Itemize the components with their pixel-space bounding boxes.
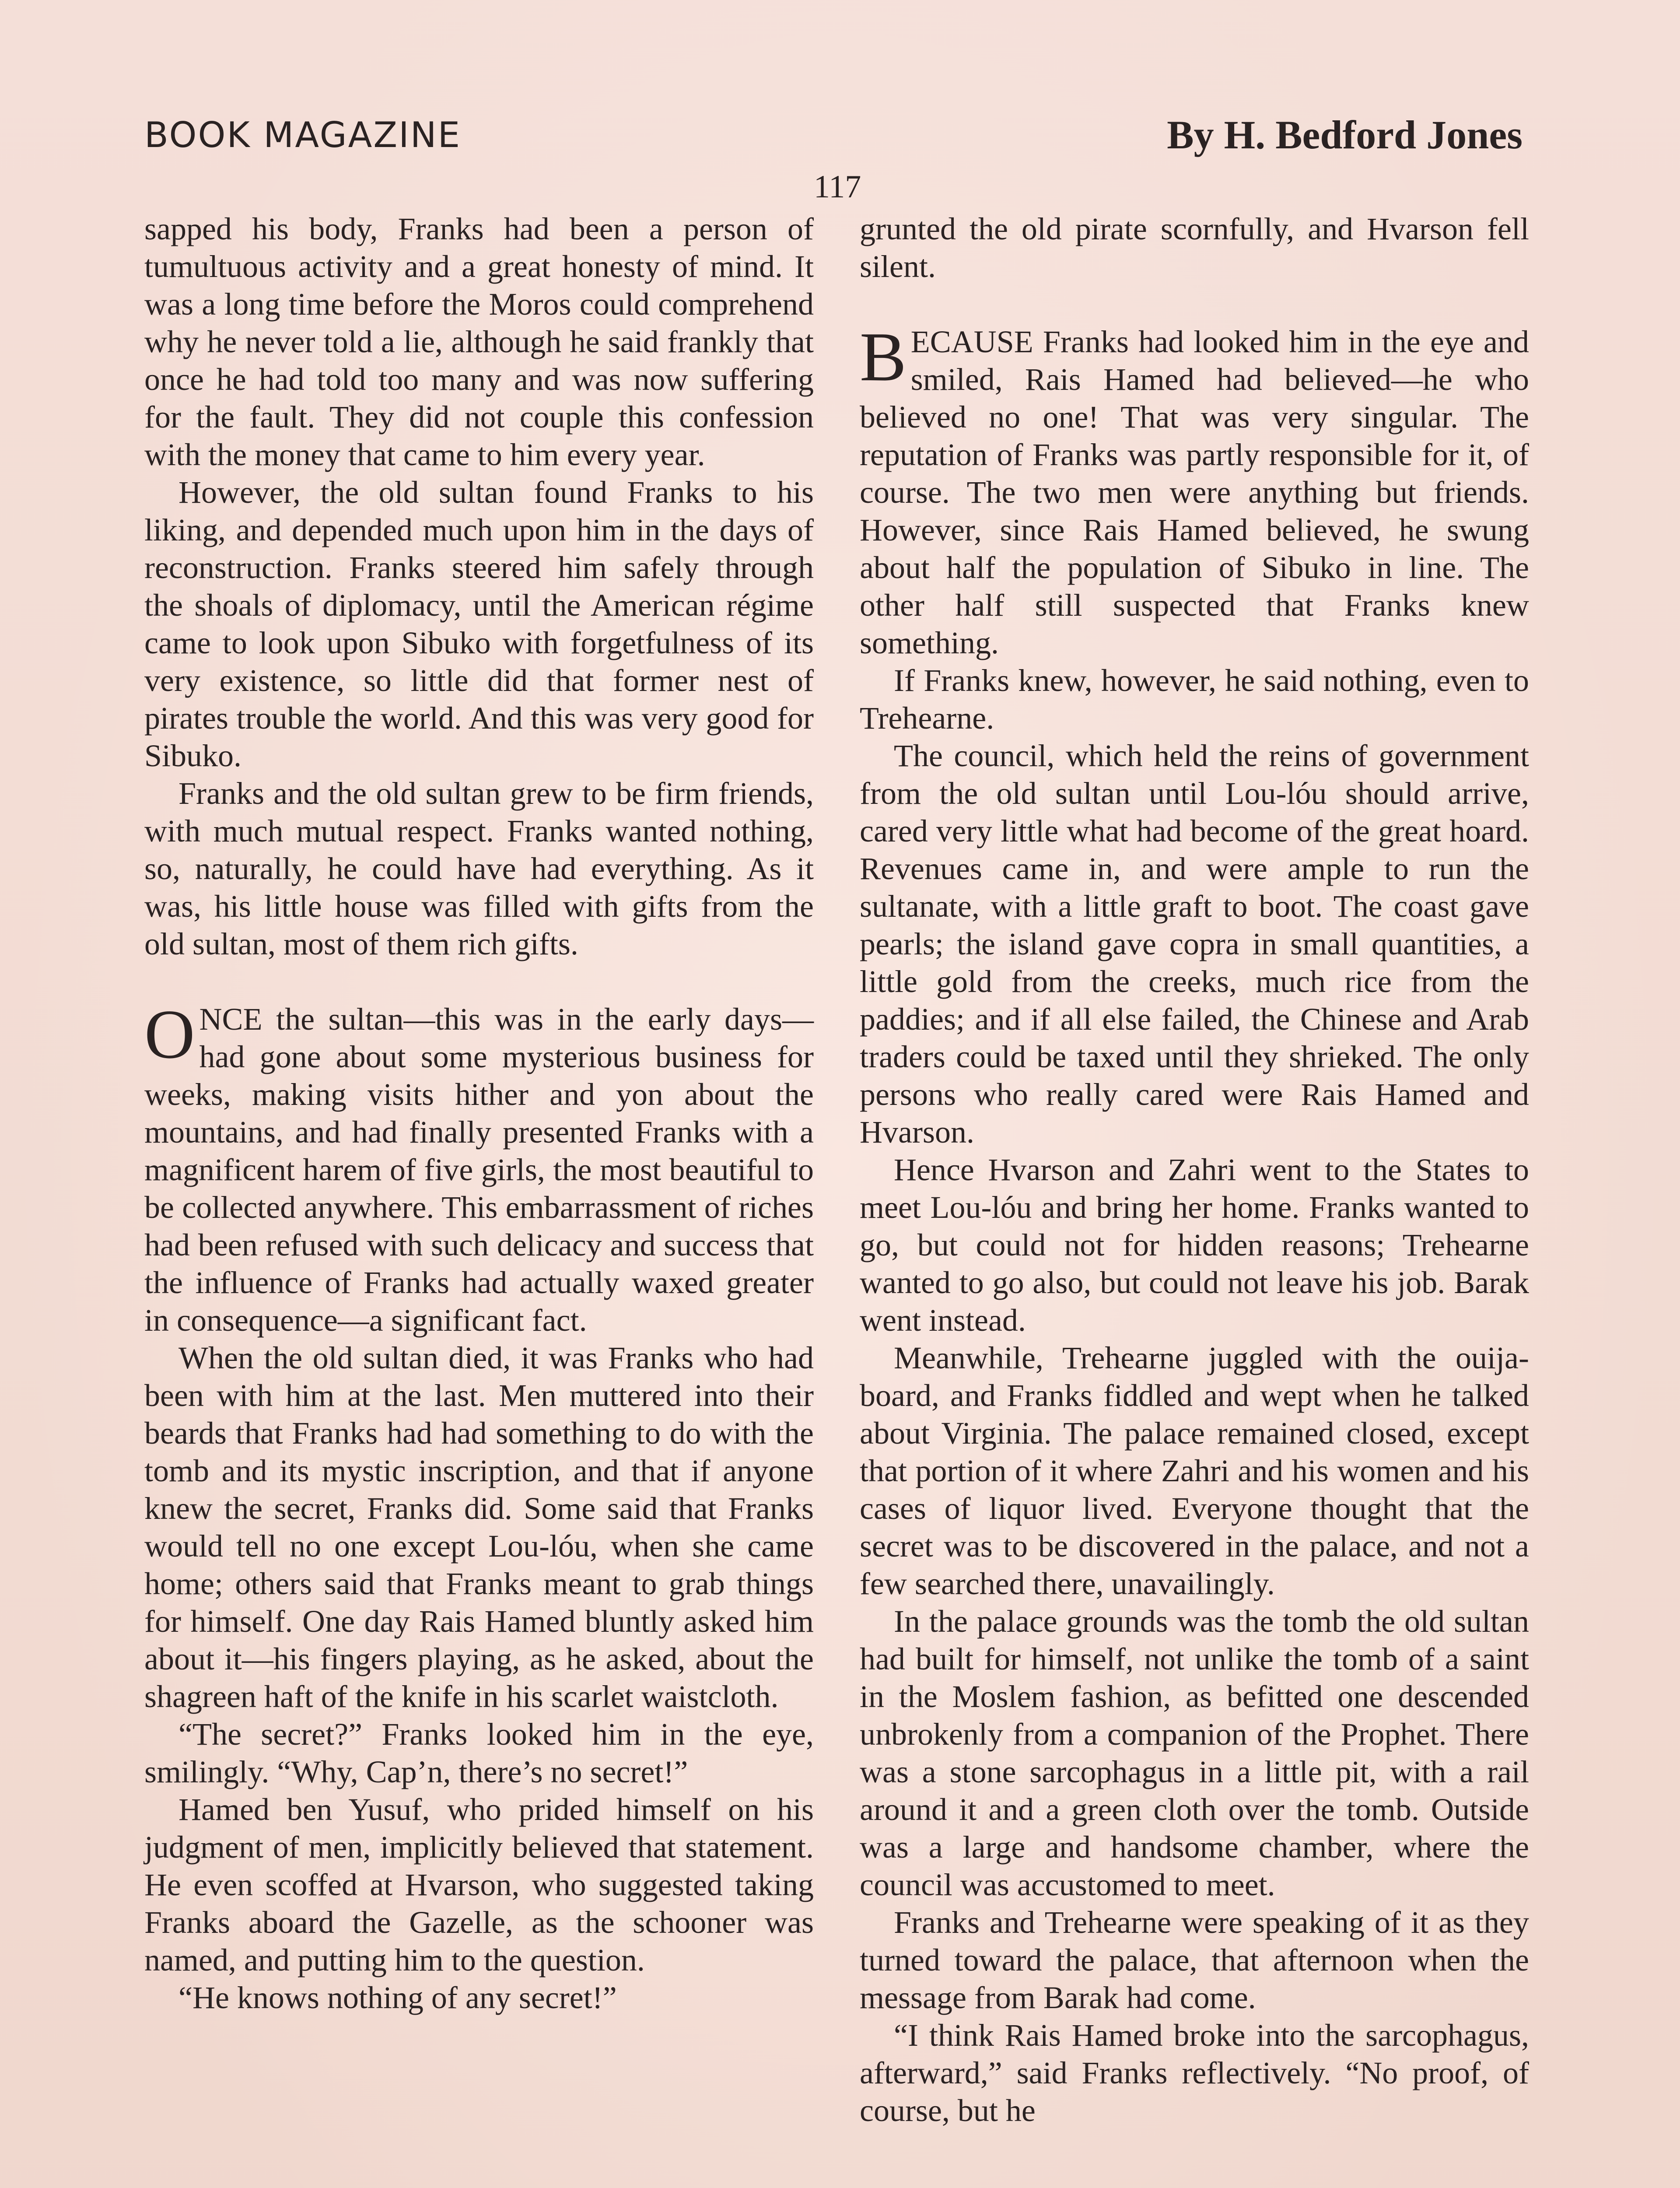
paragraph-text: ECAUSE Franks had looked him in the eye and smiled, Rais Hamed had believed—he who believed no one! That was very singular. The reputation of Franks was partly responsible for it, of course. The two men were anything but friends. However, since Rais Hamed believed, he swung about half the population of Sibuko in line. The other half still suspected that Franks knew something.: [860, 324, 1529, 660]
paragraph: If Franks knew, however, he said nothing, even to Trehearne.: [860, 663, 1529, 736]
paragraph: sapped his body, Franks had been a person of tumultuous activity and a great honesty of mind. It was a long time before the Moros could comprehend why he never told a lie, although he said frankly that once he had told too many and was now suffering for the fault. They did not couple this confession with the money that came to him every year.: [144, 211, 814, 472]
paragraph: Meanwhile, Trehearne juggled with the ouija-board, and Franks fiddled and wept when he talked about Virginia. The palace remained closed, except that portion of it where Zahri and his women and his cases of liquor lived. Everyone thought that the secret was to be discovered in the palace, and not a few searched there, unavailingly.: [860, 1340, 1529, 1601]
section-opening-paragraph: [144, 995, 814, 1339]
paragraph: Hamed ben Yusuf, who prided himself on his judgment of men, implicitly believed that statement. He even scoffed at Hvarson, who suggested taking Franks aboard the Gazelle, as the schooner was named, and putting him to the question.: [144, 1792, 814, 1978]
paragraph: Hence Hvarson and Zahri went to the States to meet Lou-lóu and bring her home. Franks wanted to go, but could not for hidden reasons; Trehearne wanted to go also, but could not leave his job. Barak went instead.: [860, 1152, 1529, 1338]
publication-title: BOOK MAGAZINE: [144, 115, 462, 155]
paragraph: Franks and the old sultan grew to be firm friends, with much mutual respect. Franks wanted nothing, so, naturally, he could have had everything. As it was, his little house was filled with gifts from the old sultan, most of them rich gifts.: [144, 776, 814, 961]
paragraph: “I think Rais Hamed broke into the sarcophagus, afterward,” said Franks reflectively. “No proof, of course, but he: [860, 2018, 1529, 2128]
section-opening-paragraph: [860, 318, 1529, 662]
paragraph: However, the old sultan found Franks to his liking, and depended much upon him in the days of reconstruction. Franks steered him safely through the shoals of diplomacy, until the American régime came to look upon Sibuko with forgetfulness of its very existence, so little did that former nest of pirates trouble the world. And this was very good for Sibuko.: [144, 475, 814, 773]
drop-cap-letter: O: [144, 995, 195, 1073]
paragraph: “The secret?” Franks looked him in the eye, smilingly. “Why, Cap’n, there’s no secret!”: [144, 1717, 814, 1789]
author-byline: By H. Bedford Jones: [1167, 112, 1522, 157]
left-text-column: [144, 210, 814, 2016]
paragraph-text: NCE the sultan—this was in the early days—had gone about some mysterious business for weeks, making visits hither and yon about the mountains, and had finally presented Franks with a magnificent harem of five girls, the most beautiful to be collected anywhere. This embarrassment of riches had been refused with such delicacy and success that the influence of Franks had actually waxed greater in consequence—a significant fact.: [144, 1002, 814, 1338]
paragraph: When the old sultan died, it was Franks who had been with him at the last. Men muttered into their beards that Franks had had something to do with the tomb and its mystic inscription, and that if anyone knew the secret, Franks did. Some said that Franks would tell no one except Lou-lóu, when she came home; others said that Franks meant to grab things for himself. One day Rais Hamed bluntly asked him about it—his fingers playing, as he asked, about the shagreen haft of the knife in his scarlet waistcloth.: [144, 1340, 814, 1714]
paragraph: Franks and Trehearne were speaking of it as they turned toward the palace, that afternoon when the message from Barak had come.: [860, 1905, 1529, 2015]
paragraph: The council, which held the reins of government from the old sultan until Lou-lóu should arrive, cared very little what had become of the great hoard. Revenues came in, and were ample to run the sultanate, with a little graft to boot. The coast gave pearls; the island gave copra in small quantities, a little gold from the creeks, much rice from the paddies; and if all else failed, the Chinese and Arab traders could be taxed until they shrieked. The only persons who really cared were Rais Hamed and Hvarson.: [860, 738, 1529, 1150]
paragraph: “He knows nothing of any secret!”: [178, 1980, 617, 2015]
paragraph: grunted the old pirate scornfully, and Hvarson fell silent.: [860, 211, 1529, 284]
page-number: 117: [814, 169, 861, 205]
right-text-column: [860, 210, 1529, 2129]
paragraph: In the palace grounds was the tomb the old sultan had built for himself, not unlike the tomb of a saint in the Moslem fashion, as befitted one descended unbrokenly from a companion of the Prophet. There was a stone sarcophagus in a little pit, with a rail around it and a green cloth over the tomb. Outside was a large and handsome chamber, where the council was accustomed to meet.: [860, 1604, 1529, 1902]
drop-cap-letter: B: [860, 318, 906, 396]
